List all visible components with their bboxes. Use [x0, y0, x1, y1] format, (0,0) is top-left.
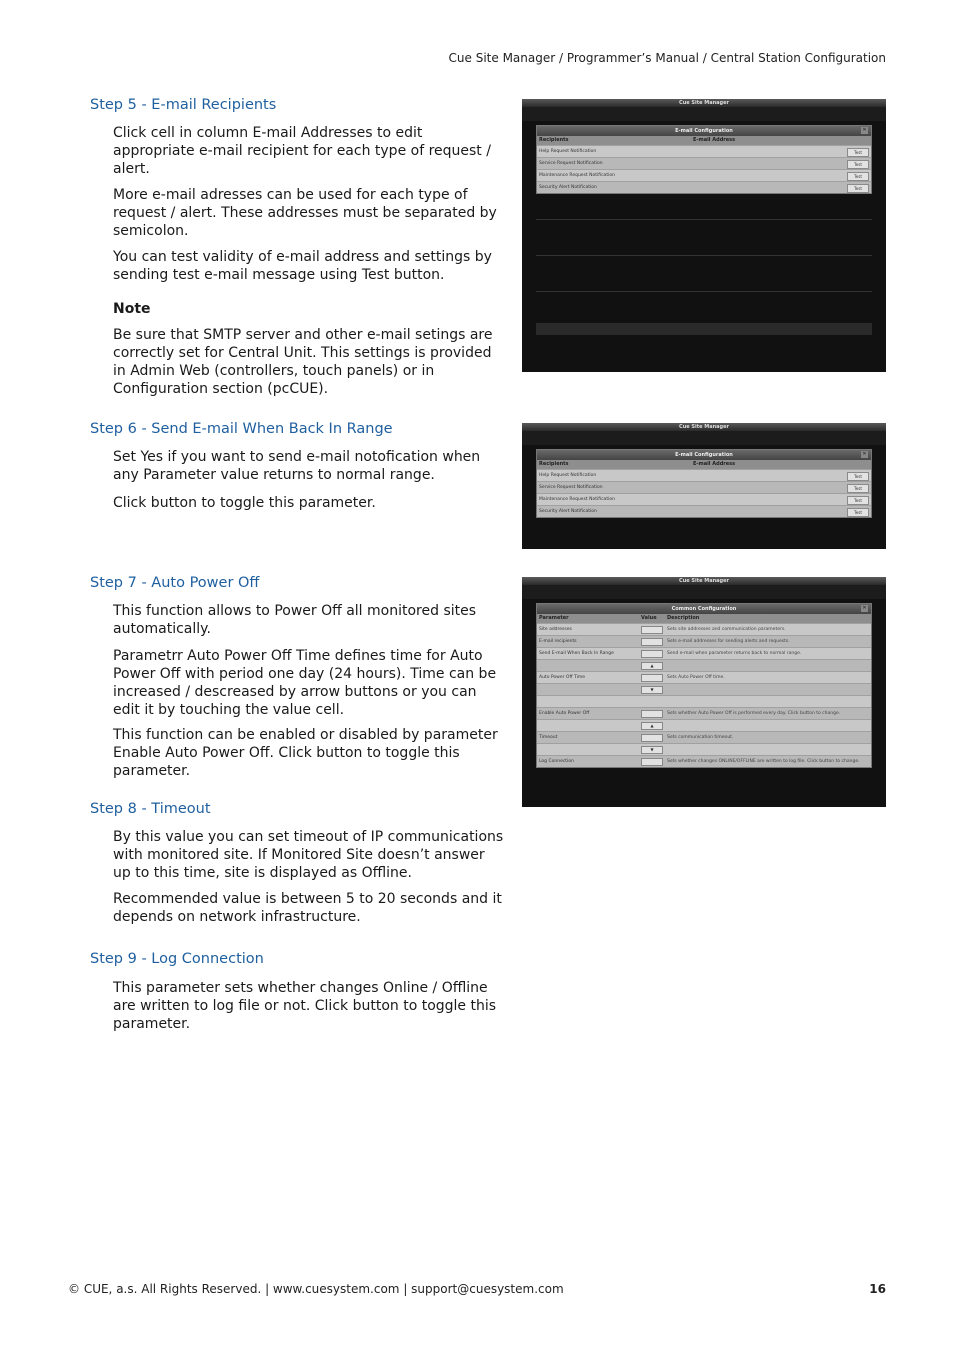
step5-paragraph-3: You can test validity of e-mail address and settings by sending test e-mail message using Test button. [113, 249, 492, 283]
step6-heading: Step 6 - Send E-mail When Back In Range [90, 421, 393, 437]
app-title-bar: Cue Site Manager [522, 99, 886, 107]
table-row[interactable]: Timeout Sets communication timeout. [537, 731, 871, 743]
email-rows [537, 469, 871, 517]
arrow-down-icon[interactable]: ▼ [641, 746, 663, 754]
step7-paragraph-1: This function allows to Power Off all monitored sites automatically. [113, 603, 477, 637]
table-row[interactable]: Site addresses Sets site addresses and communication parameters. [537, 623, 871, 635]
test-button[interactable]: Test [847, 484, 869, 493]
app-toolbar [522, 431, 886, 445]
note-paragraph: Be sure that SMTP server and other e-mail setings are correctly set for Central Unit. This settings is provided in Admin Web (controllers, touch panels) or in Configuration section (pcCUE). [113, 327, 493, 397]
table-row[interactable]: Security Alert Notification Test [537, 505, 871, 517]
toggle-button[interactable] [641, 650, 663, 658]
test-button[interactable]: Test [847, 172, 869, 181]
note-label: Note [113, 301, 151, 317]
test-button[interactable]: Test [847, 160, 869, 169]
table-row[interactable]: Send E-mail When Back In Range Send e-mail when parameter returns back to normal range. [537, 647, 871, 659]
app-toolbar [522, 107, 886, 121]
table-row[interactable] [537, 719, 871, 731]
step7-paragraph-3: This function can be enabled or disabled by parameter Enable Auto Power Off. Click button to toggle this parameter. [113, 727, 498, 779]
screenshot-email-configuration-cropped [522, 423, 886, 549]
dialog-title: E-mail Configuration ✕ [537, 126, 871, 136]
table-row[interactable]: E-mail recipients Sets e-mail addresses for sending alerts and requests. [537, 635, 871, 647]
table-row[interactable] [537, 743, 871, 755]
table-row[interactable]: Security Alert Notification Test [537, 181, 871, 193]
test-button[interactable]: Test [847, 184, 869, 193]
test-button[interactable]: Test [847, 148, 869, 157]
email-rows [537, 145, 871, 193]
app-title-bar: Cue Site Manager [522, 423, 886, 431]
step8-heading: Step 8 - Timeout [90, 801, 211, 817]
table-row[interactable]: Help Request Notification Test [537, 469, 871, 481]
table-row[interactable]: Maintenance Request Notification Test [537, 169, 871, 181]
close-icon[interactable]: ✕ [862, 127, 867, 133]
dialog-column-headers: Parameter Value Description [537, 614, 871, 623]
dialog-title: Common Configuration ✕ [537, 604, 871, 614]
email-configuration-dialog [536, 125, 872, 194]
value-cell[interactable] [641, 674, 663, 682]
table-row[interactable]: Service Request Notification Test [537, 481, 871, 493]
screenshot-email-configuration [522, 99, 886, 372]
close-icon[interactable]: ✕ [862, 451, 867, 457]
toggle-button[interactable] [641, 710, 663, 718]
close-icon[interactable]: ✕ [862, 605, 867, 611]
test-button[interactable]: Test [847, 472, 869, 481]
step7-paragraph-2: Parametrr Auto Power Off Time defines time for Auto Power Off with period one day (24 hours). Time can be increased / descreased by arrow buttons or you can edit it by touching the value cell. [113, 648, 497, 718]
table-row[interactable]: Maintenance Request Notification Test [537, 493, 871, 505]
table-row[interactable]: Enable Auto Power Off Sets whether Auto Power Off is performed every day. Click button to change. [537, 707, 871, 719]
page-number: 16 [869, 1282, 886, 1296]
toggle-button[interactable] [641, 758, 663, 766]
table-row [537, 695, 871, 707]
app-toolbar [522, 585, 886, 599]
common-configuration-dialog [536, 603, 872, 768]
arrow-up-icon[interactable]: ▲ [641, 722, 663, 730]
table-row[interactable] [537, 683, 871, 695]
table-row[interactable] [537, 659, 871, 671]
step9-paragraph-1: This parameter sets whether changes Online / Offline are written to log file or not. Click button to toggle this parameter. [113, 980, 497, 1032]
arrow-down-icon[interactable]: ▼ [641, 686, 663, 694]
step6-paragraph-1: Set Yes if you want to send e-mail notofication when any Parameter value returns to normal range. [113, 449, 481, 483]
value-cell[interactable] [641, 626, 663, 634]
dialog-title: E-mail Configuration ✕ [537, 450, 871, 460]
app-title-bar: Cue Site Manager [522, 577, 886, 585]
table-row[interactable]: Help Request Notification Test [537, 145, 871, 157]
screenshot-common-configuration [522, 577, 886, 807]
step5-paragraph-1: Click cell in column E-mail Addresses to edit appropriate e-mail recipient for each type of request / alert. [113, 125, 491, 177]
table-row[interactable]: Auto Power Off Time Sets Auto Power Off time. [537, 671, 871, 683]
dialog-column-headers: Recipients E-mail Address [537, 460, 871, 469]
footer-copyright: © CUE, a.s. All Rights Reserved. | www.cuesystem.com | support@cuesystem.com [68, 1282, 564, 1296]
email-configuration-dialog [536, 449, 872, 518]
step8-paragraph-2: Recommended value is between 5 to 20 seconds and it depends on network infrastructure. [113, 891, 502, 925]
page-header: Cue Site Manager / Programmer’s Manual / Central Station Configuration [448, 51, 886, 65]
dialog-column-headers: Recipients E-mail Address [537, 136, 871, 145]
arrow-up-icon[interactable]: ▲ [641, 662, 663, 670]
table-row[interactable]: Service Request Notification Test [537, 157, 871, 169]
step5-heading: Step 5 - E-mail Recipients [90, 97, 277, 113]
test-button[interactable]: Test [847, 508, 869, 517]
step9-heading: Step 9 - Log Connection [90, 951, 264, 967]
value-cell[interactable] [641, 638, 663, 646]
test-button[interactable]: Test [847, 496, 869, 505]
value-cell[interactable] [641, 734, 663, 742]
step5-paragraph-2: More e-mail adresses can be used for each type of request / alert. These addresses must be separated by semicolon. [113, 187, 497, 239]
step6-paragraph-2: Click button to toggle this parameter. [113, 495, 376, 511]
step7-heading: Step 7 - Auto Power Off [90, 575, 260, 591]
table-row[interactable]: Log Connection Sets whether changes ONLINE/OFFLINE are written to log file. Click button to change. [537, 755, 871, 767]
parameter-rows [537, 623, 871, 767]
step8-paragraph-1: By this value you can set timeout of IP communications with monitored site. If Monitored Site doesn’t answer up to this time, site is displayed as Offline. [113, 829, 504, 881]
